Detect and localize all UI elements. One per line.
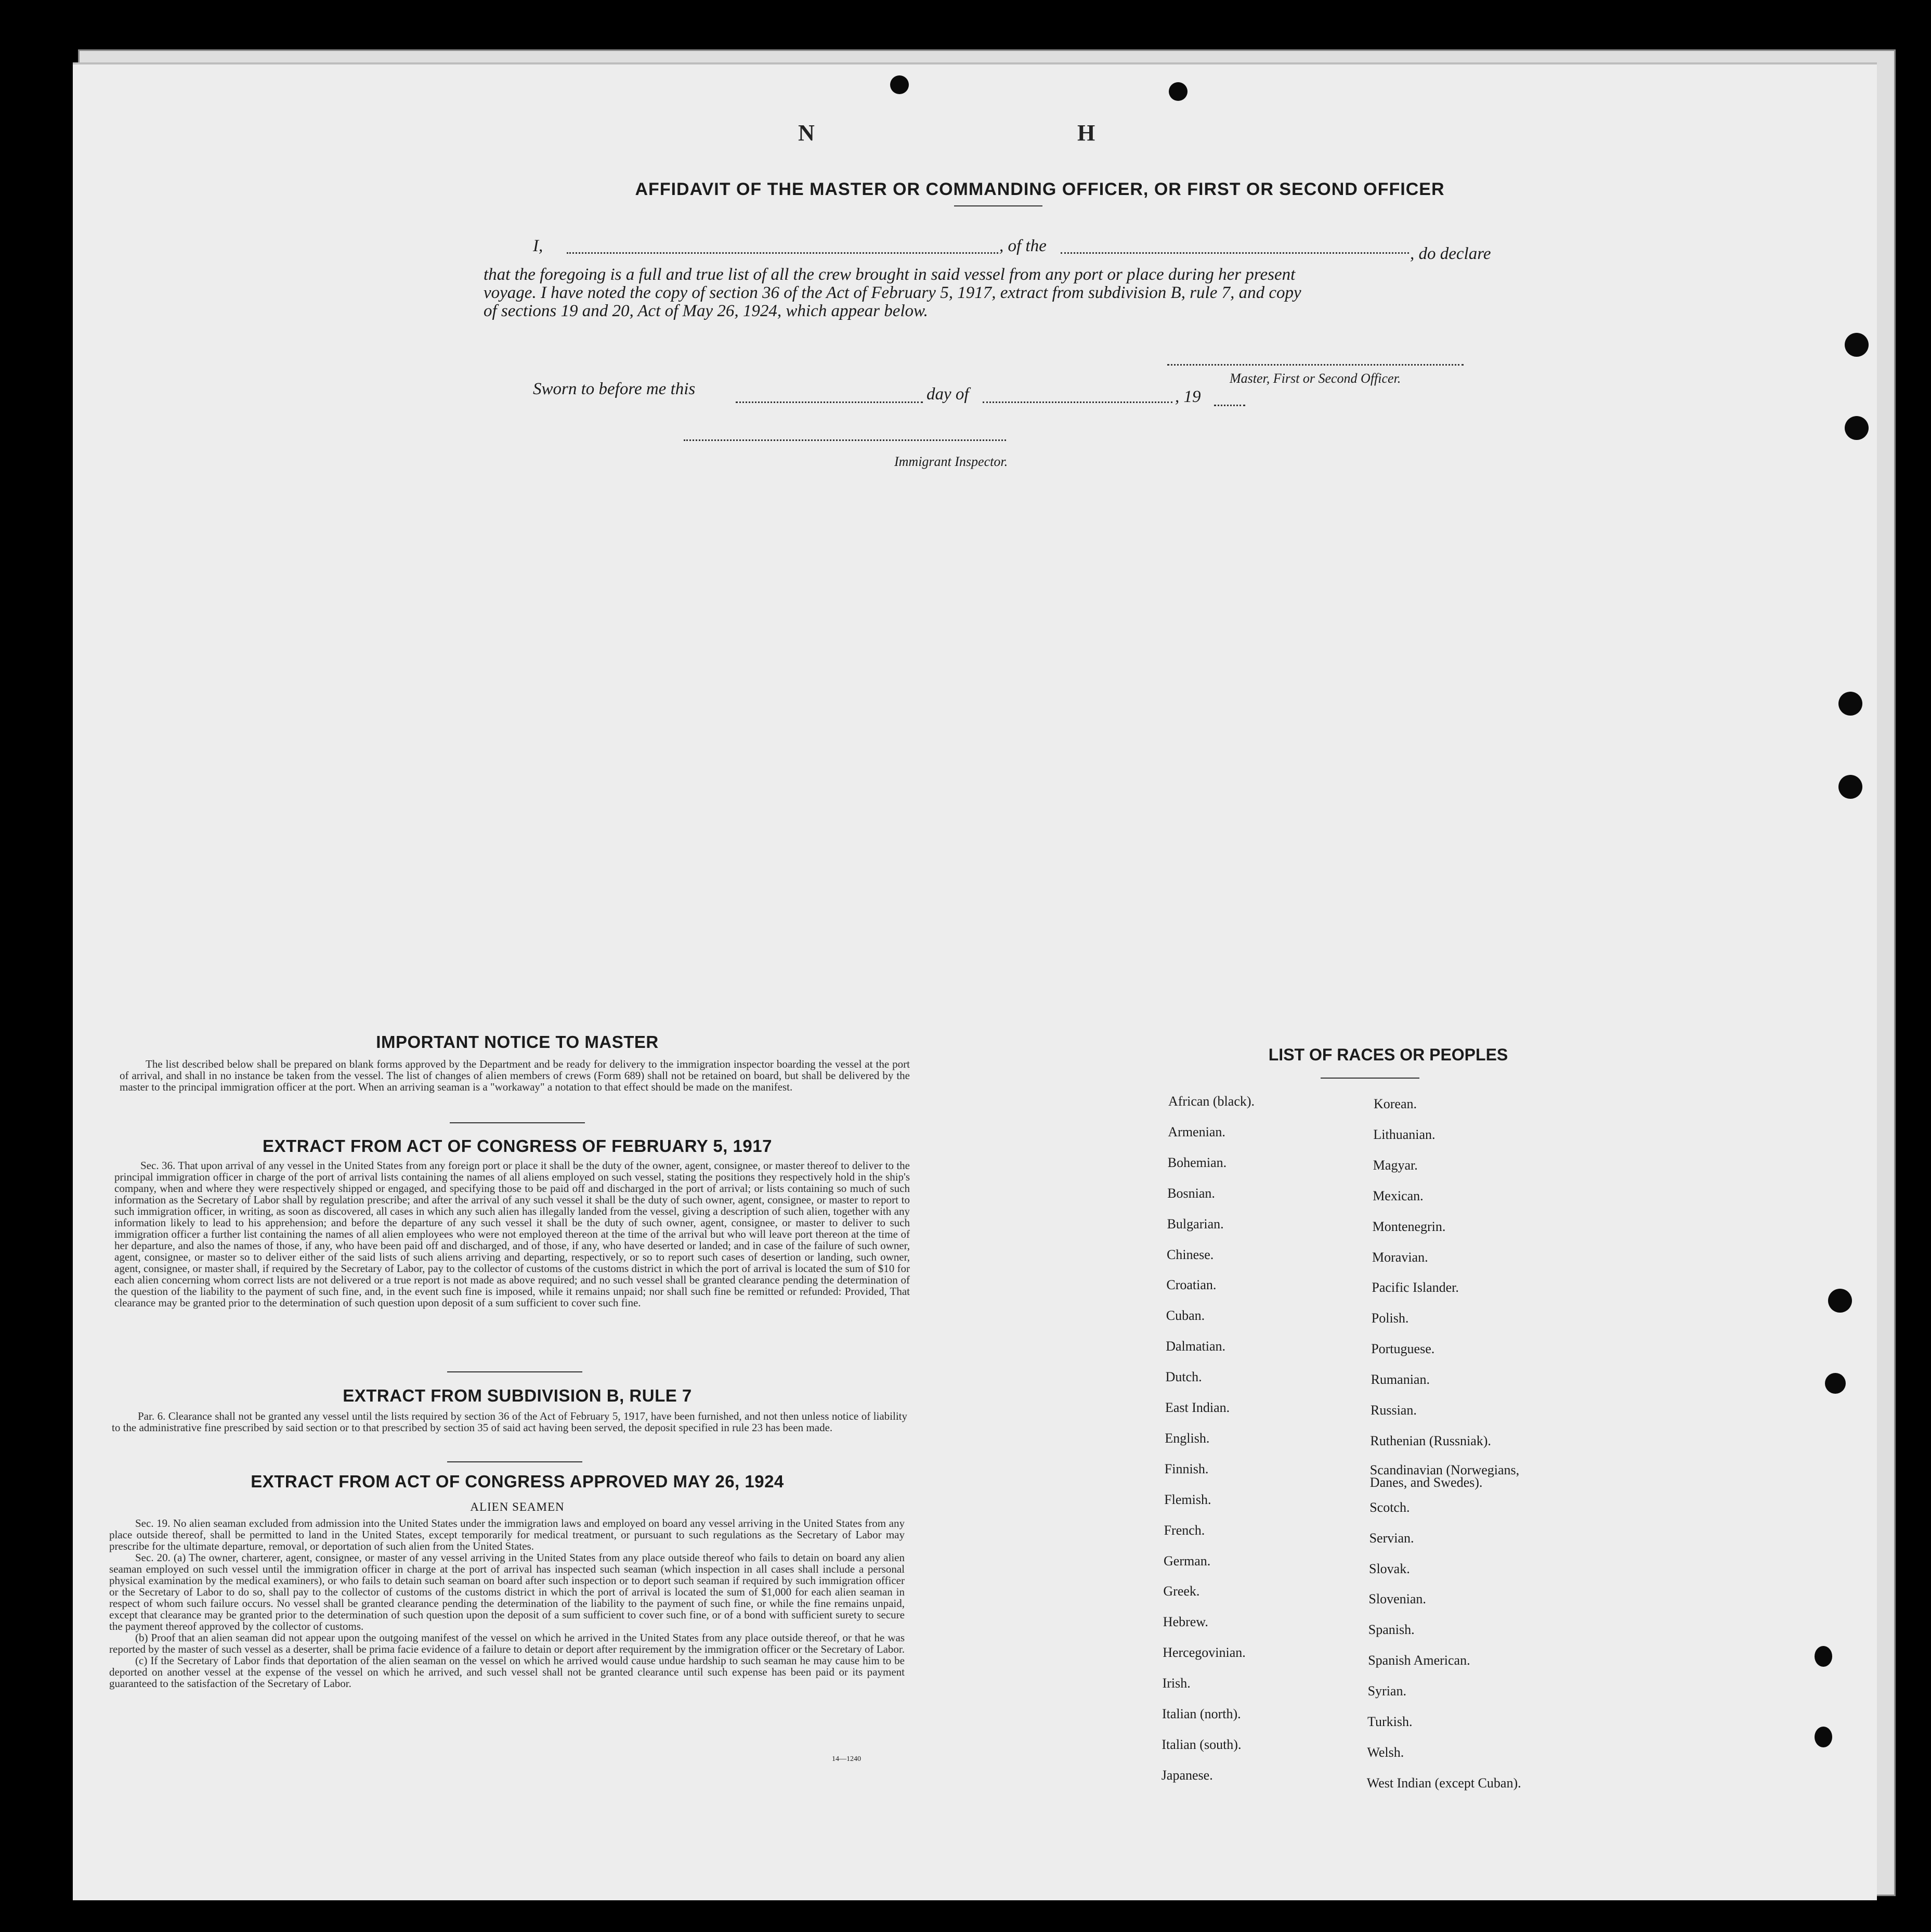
section-20b-text: (b) Proof that an alien seaman did not appear upon the outgoing manifest of the vessel on which he arrived in the United States from any place outside thereof, or that he was reported by the master of such vessel as a deserter, shall be prima facie evidence of a failure to detain or deport after requirement by the immigration officer or the Secretary of Labor. (109, 1631, 905, 1655)
punch-hole (1815, 1727, 1832, 1747)
race-item: Polish. (1371, 1311, 1409, 1326)
race-item: Italian (north). (1162, 1706, 1241, 1721)
race-item: Armenian. (1168, 1124, 1225, 1139)
race-item: Dutch. (1165, 1369, 1202, 1385)
section-20c-text: (c) If the Secretary of Labor finds that deportation of the alien seaman on the vessel on which he arrived would cause undue hardship to such seaman he may cause him to be deported on another vessel at the expense of the vessel on which he arrived, and such vessel shall not be granted clearance until such expense has been paid or its payment guaranteed to the satisfaction of the Secretary of Labor. (109, 1654, 905, 1690)
master-signature-label: Master, First or Second Officer. (1230, 371, 1401, 386)
race-item: Irish. (1162, 1676, 1191, 1691)
year-label: , 19 (1175, 387, 1201, 406)
race-item: Scotch. (1369, 1499, 1410, 1515)
section-19-text: Sec. 19. No alien seaman excluded from admission into the United States under the immigration laws and employed on board any vessel arriving in the United States from any place outside thereof, shall be permitted to land in the United States, except temporarily for medical treatment, or pursuant to such regulations as the Secretary of Labor may prescribe for the ultimate departure, removal, or deportation of such alien from the United States. (109, 1517, 905, 1552)
race-item: Dalmatian. (1166, 1339, 1225, 1354)
print-code: 14—1240 (832, 1755, 861, 1763)
extract-1924-body (109, 1518, 905, 1689)
sworn-day-blank[interactable] (736, 401, 923, 403)
race-item: Bosnian. (1167, 1185, 1215, 1201)
rule-7-title: EXTRACT FROM SUBDIVISION B, RULE 7 (343, 1386, 692, 1405)
paragraph-6-text: Par. 6. Clearance shall not be granted any vessel until the lists required by section 36 of the Act of February 5, 1917, have been furnished, and not then unless notice of liability to the administrative fine prescribed by said section or to that prescribed by section 35 of said act having been served, the deposit specified in rule 23 has been made. (112, 1410, 907, 1434)
race-item: Scandinavian (Norwegians, Danes, and Swedes). (1369, 1462, 1520, 1490)
name-blank[interactable] (567, 252, 998, 254)
affidavit-i: I, (533, 237, 543, 255)
affidavit-line-4: of sections 19 and 20, Act of May 26, 1924, which appear below. (484, 302, 928, 320)
race-item: Russian. (1371, 1403, 1417, 1418)
punch-hole (1838, 692, 1862, 716)
race-item: Spanish. (1368, 1622, 1415, 1638)
affidavit-of-the: , of the (999, 237, 1047, 255)
sworn-year-blank[interactable] (1214, 405, 1245, 406)
race-item: German. (1164, 1553, 1211, 1568)
sworn-label: Sworn to before me this (533, 380, 696, 398)
divider (447, 1461, 582, 1462)
divider (450, 1122, 585, 1123)
punch-hole (1838, 775, 1862, 799)
punch-hole (1845, 416, 1869, 440)
race-item: Cuban. (1166, 1308, 1205, 1324)
race-item: Greek. (1163, 1584, 1200, 1599)
affidavit-declare: , do declare (1410, 244, 1491, 263)
race-item: Syrian. (1367, 1683, 1406, 1699)
race-item: French. (1164, 1522, 1205, 1538)
race-item: Rumanian. (1371, 1372, 1430, 1388)
race-item: Lithuanian. (1373, 1126, 1436, 1142)
punch-hole (1825, 1373, 1846, 1394)
notice-title: IMPORTANT NOTICE TO MASTER (376, 1032, 659, 1052)
affidavit-line-3: voyage. I have noted the copy of section 36 of the Act of February 5, 1917, extract from subdivision B, rule 7, and copy (484, 283, 1301, 302)
affidavit-title: AFFIDAVIT OF THE MASTER OR COMMANDING OFFICER, OR FIRST OR SECOND OFFICER (635, 179, 1445, 199)
punch-hole (890, 75, 909, 94)
master-signature-line[interactable] (1167, 364, 1464, 366)
race-item: African (black). (1168, 1094, 1255, 1109)
races-title: LIST OF RACES OR PEOPLES (1268, 1045, 1508, 1064)
inspector-signature-label: Immigrant Inspector. (894, 454, 1008, 469)
extract-1917-body (114, 1160, 910, 1308)
race-item: Slovenian. (1368, 1591, 1426, 1607)
race-item: Chinese. (1167, 1247, 1214, 1262)
race-item: Turkish. (1367, 1714, 1413, 1729)
race-item: Spanish American. (1368, 1653, 1470, 1668)
race-item: Flemish. (1164, 1492, 1211, 1507)
race-item: Portuguese. (1371, 1341, 1435, 1357)
day-of-label: day of (927, 385, 969, 404)
alien-seamen-subtitle: ALIEN SEAMEN (470, 1500, 565, 1513)
section-36-text: Sec. 36. That upon arrival of any vessel in the United States from any foreign port or place it shall be the duty of the owner, agent, consignee, or master thereof to deliver to the principal immigration officer in charge of the port of arrival lists containing the names of all aliens employed on such vessel, stating the positions they respectively hold in the ship's company, when and where they were respectively shipped or engaged, and specifying those to be paid off and discharged in the port of arrival; or lists containing so much of such information as the Secretary of Labor shall by regulation prescribe; and after the arrival of any such vessel it shall be the duty of such owner, agent, consignee, or master to report to such immigration officer, in writing, as soon as discovered, all cases in which any such alien has illegally landed from the vessel, giving a description of such alien, together with any information likely to lead to his apprehension; and before the departure of any such vessel it shall be the duty of such owner, agent, consignee, or master to deliver to such immigration officer a further list containing the names of all alien employees who were not employed thereon at the time of the arrival but who will leave port thereon at the time of her departure, and also the names of those, if any, who have been paid off and discharged, and of those, if any, who have deserted or landed; and in case of the failure of such owner, agent, consignee, or master so to deliver either of the said lists of such aliens arriving and departing, respectively, or so to report such cases of desertion or landing, such owner, agent, consignee, or master shall, if required by the Secretary of Labor, pay to the collector of customs of the customs district in which the port of arrival is located the sum of $10 for each alien concerning whom correct lists are not delivered or a true report is not made as above required; and no such vessel shall be granted clearance pending the determination of the question of the liability to the payment of such fine, and, in the event such fine is imposed, while it remains unpaid; nor shall such fine be remitted or refunded: Provided, That clearance may be granted prior to the determination of such question upon deposit of a sum sufficient to cover such fine. (114, 1159, 910, 1309)
affidavit-line-2: that the foregoing is a full and true list of all the crew brought in said vessel from any port or place during her present (484, 265, 1296, 284)
race-item: Ruthenian (Russniak). (1370, 1433, 1491, 1448)
inspector-signature-line[interactable] (684, 439, 1006, 441)
race-item: Magyar. (1373, 1157, 1418, 1173)
race-item: Japanese. (1161, 1767, 1213, 1783)
divider (447, 1371, 582, 1372)
race-item: Korean. (1374, 1096, 1417, 1111)
vessel-blank[interactable] (1061, 252, 1409, 254)
race-item: Hercegovinian. (1163, 1645, 1246, 1661)
race-item: West Indian (except Cuban). (1366, 1775, 1521, 1791)
race-item: Croatian. (1166, 1277, 1217, 1293)
race-item: Hebrew. (1163, 1614, 1208, 1630)
race-item: Montenegrin. (1372, 1218, 1446, 1234)
race-item: Moravian. (1372, 1249, 1428, 1265)
punch-hole (1828, 1289, 1852, 1313)
race-item: Mexican. (1373, 1188, 1424, 1203)
race-item: Servian. (1369, 1530, 1414, 1546)
race-item: Italian (south). (1162, 1736, 1242, 1752)
punch-hole (1815, 1646, 1832, 1667)
punch-hole (1845, 333, 1869, 357)
race-item: Welsh. (1367, 1744, 1404, 1760)
header-mark-right: H (1077, 120, 1095, 146)
section-20a-text: Sec. 20. (a) The owner, charterer, agent, consignee, or master of any vessel arriving in the United States from any place outside thereof who fails to detain on board any alien seaman employed on such vessel until the immigration officer in charge at the port of arrival has inspected such seaman (which inspection in all cases shall include a personal physical examination by the medical examiners), or who fails to detain such seaman on board after such inspection or to deport such seaman if required by such immigration officer or the Secretary of Labor to do so, shall pay to the collector of customs of the customs district in which the port of arrival is located the sum of $1,000 for each alien seaman in respect of whom such failure occurs. No vessel shall be granted clearance pending the determination of the liability to the payment of such fine, or while the fine remains unpaid, except that clearance may be granted prior to the determination of such question upon the deposit of a sum sufficient to cover such fine, or of a bond with sufficient surety to secure the payment thereof approved by the collector of customs. (109, 1551, 905, 1632)
extract-1924-title: EXTRACT FROM ACT OF CONGRESS APPROVED MAY 26, 1924 (251, 1472, 784, 1491)
race-item: Pacific Islander. (1372, 1280, 1459, 1295)
race-item: English. (1165, 1430, 1210, 1446)
extract-1917-title: EXTRACT FROM ACT OF CONGRESS OF FEBRUARY 5, 1917 (263, 1136, 772, 1156)
race-item: Finnish. (1164, 1461, 1209, 1476)
race-item: Slovak. (1369, 1561, 1410, 1576)
notice-body (120, 1058, 910, 1093)
rule-7-body (112, 1410, 907, 1433)
title-underline (954, 205, 1042, 206)
race-item: Bohemian. (1167, 1155, 1227, 1170)
notice-text: The list described below shall be prepared on blank forms approved by the Department and be ready for delivery to the immigration inspector boarding the vessel at the port of arrival, and shall in no instance be taken from the vessel. The list of changes of alien members of crews (Form 689) shall not be retained on board, but shall be delivered by the master to the principal immigration officer at the port. When an arriving seaman is a "workaway" a notation to that effect should be made on the manifest. (120, 1058, 910, 1093)
sworn-month-blank[interactable] (983, 401, 1172, 403)
race-item: Bulgarian. (1167, 1216, 1224, 1231)
punch-hole (1169, 82, 1188, 101)
race-item: East Indian. (1165, 1400, 1230, 1415)
header-mark-left: N (798, 120, 815, 146)
races-underline (1321, 1078, 1419, 1079)
